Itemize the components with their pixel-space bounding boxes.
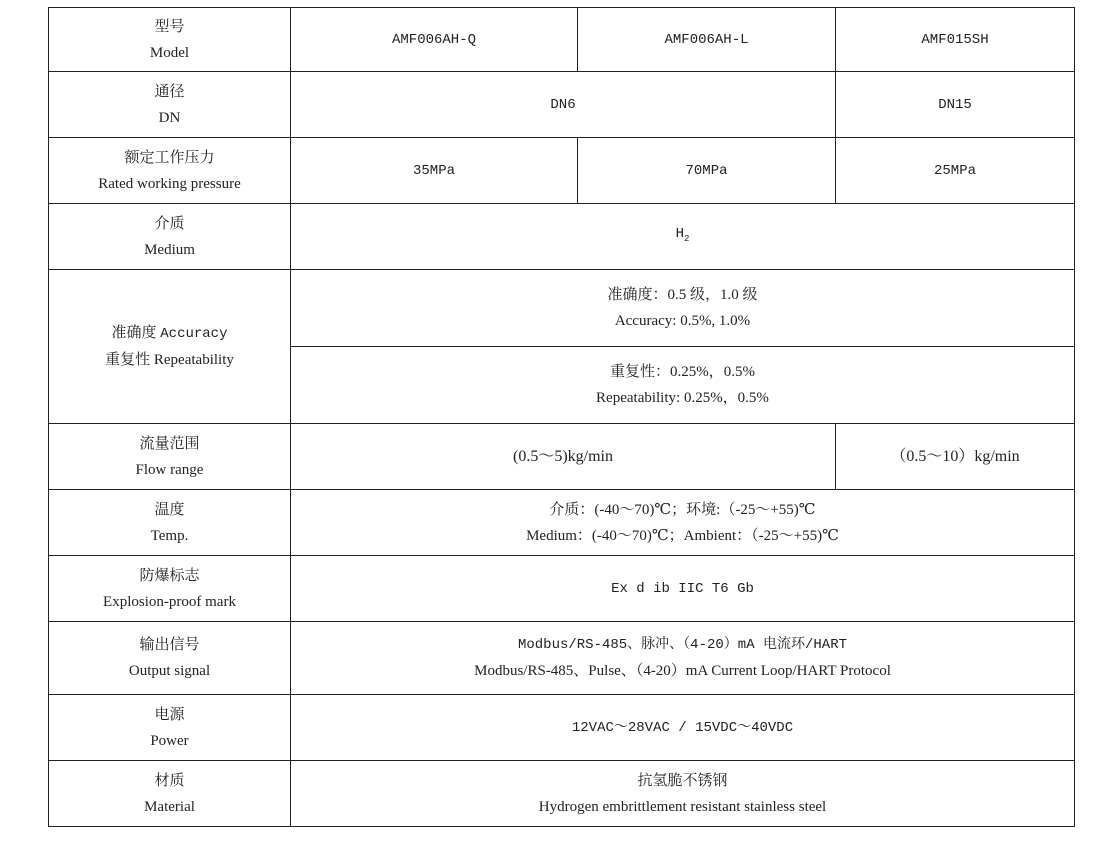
table-row-power	[49, 695, 1075, 761]
label-en: Medium	[144, 241, 195, 258]
label-en: Material	[144, 798, 195, 815]
table-row-temp	[49, 490, 1075, 556]
label-cn: 通径	[154, 83, 185, 100]
label-en: Repeatability	[153, 352, 234, 368]
repeatability-en: Repeatability: 0.25%，0.5%	[596, 390, 769, 406]
label-en: DN	[158, 109, 181, 126]
label-cn: 准确度	[111, 325, 157, 341]
label-en: Explosion-proof mark	[103, 593, 236, 610]
label-repeatability	[49, 347, 290, 373]
accuracy-en: Accuracy: 0.5%, 1.0%	[614, 313, 751, 329]
table-row-output	[49, 622, 1075, 695]
model-value-1: AMF006AH-Q	[291, 8, 578, 72]
label-cn: 流量范围	[139, 435, 200, 452]
label-cell-explosion	[49, 556, 291, 622]
label-en: Rated working pressure	[98, 175, 241, 192]
material-cn: 抗氢脆不锈钢	[637, 772, 728, 789]
power-value: 12VAC～28VAC / 15VDC～40VDC	[291, 695, 1075, 761]
model-value-2: AMF006AH-L	[578, 8, 836, 72]
table-row-model	[49, 8, 1075, 72]
table-row-medium	[49, 204, 1075, 270]
accuracy-cn: 准确度：0.5 级，1.0 级	[607, 287, 758, 303]
material-value	[291, 761, 1075, 827]
temp-value	[291, 490, 1075, 556]
label-cell-medium	[49, 204, 291, 270]
label-cn: 温度	[154, 501, 185, 518]
label-en: Output signal	[128, 663, 211, 679]
table-row-flow	[49, 424, 1075, 490]
model-value-3: AMF015SH	[836, 8, 1075, 72]
output-value	[291, 622, 1075, 695]
medium-value	[291, 204, 1075, 270]
repeatability-cn: 重复性：0.25%，0.5%	[610, 364, 755, 380]
specification-table	[48, 7, 1075, 827]
label-en: Flow range	[135, 461, 204, 478]
table-row-explosion	[49, 556, 1075, 622]
pressure-value-1: 35MPa	[291, 138, 578, 204]
accuracy-value	[291, 270, 1075, 347]
label-cell-material	[49, 761, 291, 827]
output-cn: Modbus/RS-485、脉冲、（4-20）mA 电流环/HART	[517, 637, 848, 653]
label-cell-accuracy	[49, 270, 291, 424]
label-en: Power	[150, 732, 189, 749]
medium-symbol: H	[675, 226, 684, 243]
label-cell-model	[49, 8, 291, 72]
output-en: Modbus/RS-485、Pulse、（4-20）mA Current Loop/HART Protocol	[474, 663, 891, 679]
medium-subscript: 2	[684, 233, 690, 244]
label-en: Model	[149, 44, 190, 61]
label-cell-dn	[49, 72, 291, 138]
table-row-material	[49, 761, 1075, 827]
label-cn: 介质	[154, 215, 185, 232]
label-cn: 型号	[154, 18, 185, 35]
material-en: Hydrogen embrittlement resistant stainless steel	[538, 798, 827, 815]
label-cn: 输出信号	[139, 637, 200, 653]
explosion-value: Ex d ib IIC T6 Gb	[291, 556, 1075, 622]
label-cn: 重复性	[105, 352, 151, 368]
label-cn: 电源	[154, 706, 185, 723]
label-cell-pressure	[49, 138, 291, 204]
label-cell-output	[49, 622, 291, 695]
dn-value-shared: DN6	[291, 72, 836, 138]
repeatability-value	[291, 347, 1075, 424]
label-accuracy	[49, 320, 290, 347]
label-cn: 额定工作压力	[124, 149, 215, 166]
label-cell-temp	[49, 490, 291, 556]
table-row-accuracy	[49, 270, 1075, 347]
label-cn: 材质	[154, 772, 185, 789]
temp-cn: 介质：(-40～70)℃；环境:（-25～+55)℃	[549, 501, 816, 518]
table-row-dn	[49, 72, 1075, 138]
label-cell-power	[49, 695, 291, 761]
temp-en: Medium：(-40～70)℃；Ambient：（-25～+55)℃	[526, 527, 839, 544]
pressure-value-2: 70MPa	[578, 138, 836, 204]
flow-value-shared: (0.5～5)kg/min	[291, 424, 836, 490]
label-en: Accuracy	[160, 326, 228, 342]
label-en: Temp.	[150, 527, 189, 544]
table-row-pressure	[49, 138, 1075, 204]
dn-value-3: DN15	[836, 72, 1075, 138]
label-cn: 防爆标志	[139, 567, 200, 584]
label-cell-flow	[49, 424, 291, 490]
flow-value-3: （0.5～10）kg/min	[836, 424, 1075, 490]
pressure-value-3: 25MPa	[836, 138, 1075, 204]
